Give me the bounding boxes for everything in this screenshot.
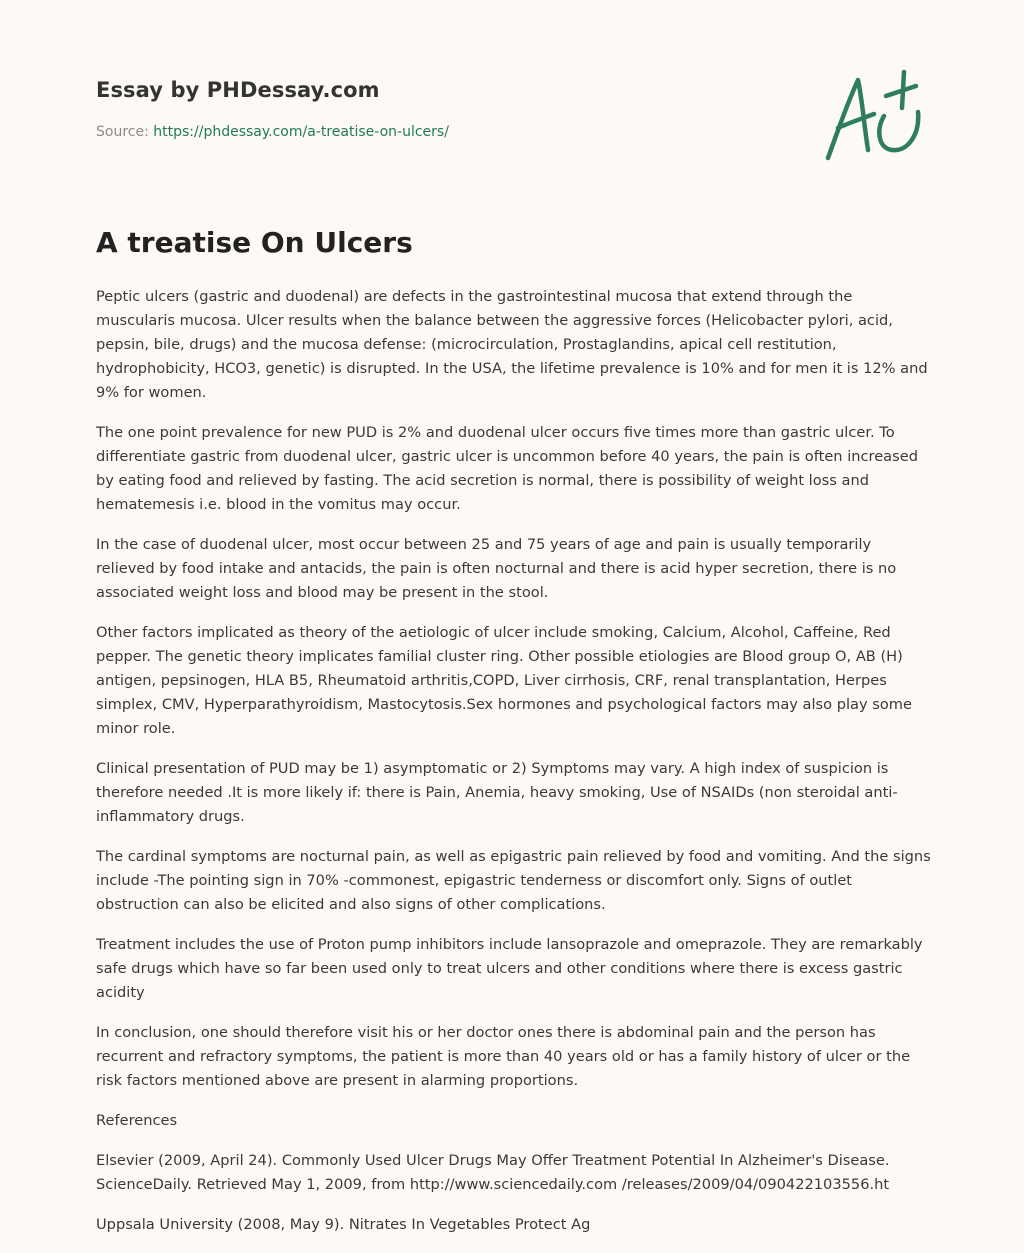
essay-paragraph: The one point prevalence for new PUD is 2% and duodenal ulcer occurs five times more than gastric ulcer. To differentiate gastric from duodenal ulcer, gastric ulcer is uncommon before 40 years, the pain is often increased by eating food and relieved by fasting. The acid secretion is normal, there is possibility of weight loss and hematemesis i.e. blood in the vomitus may occur. (96, 424, 918, 513)
essay-paragraph: In the case of duodenal ulcer, most occur between 25 and 75 years of age and pain is usually temporarily relieved by food intake and antacids, the pain is often nocturnal and there is acid hyper secretion, there is no associated weight loss and blood may be present in the stool. (96, 536, 897, 601)
essay-paragraph: Other factors implicated as theory of the aetiologic of ulcer include smoking, Calcium, Alcohol, Caffeine, Red pepper. The genetic theory implicates familial cluster ring. Other possible etiologies are Blood group O, AB (H) antigen, pepsinogen, HLA B5, Rheumatoid arthritis,COPD, Liver cirrhosis, CRF, renal transplantation, Herpes simplex, CMV, Hyperparathyroidism, Mastocytosis.Sex hormones and psychological factors may also play some minor role. (96, 624, 912, 737)
a-plus-logo-icon (824, 68, 928, 164)
essay-paragraph: Treatment includes the use of Proton pump inhibitors include lansoprazole and omeprazole. They are remarkably safe drugs which have so far been used only to treat ulcers and other conditions where there is excess gastric acidity (96, 936, 923, 1001)
essay-title: A treatise On Ulcers (96, 226, 413, 259)
references-heading: References (96, 1112, 178, 1129)
essay-body (96, 285, 932, 1253)
reference-item: Uppsala University (2008, May 9). Nitrates In Vegetables Protect Ag (96, 1216, 591, 1233)
essay-paragraph: Clinical presentation of PUD may be 1) asymptomatic or 2) Symptoms may vary. A high index of suspicion is therefore needed .It is more likely if: there is Pain, Anemia, heavy smoking, Use of NSAIDs (non steroidal anti-inflammatory drugs. (96, 760, 898, 825)
source-line (96, 124, 449, 140)
essay-paragraph: The cardinal symptoms are nocturnal pain, as well as epigastric pain relieved by food and vomiting. And the signs include -The pointing sign in 70% -commonest, epigastric tenderness or discomfort only. Signs of outlet obstruction can also be elicited and also signs of other complications. (96, 848, 931, 913)
site-brand: Essay by PHDessay.com (96, 78, 380, 102)
essay-paragraph: In conclusion, one should therefore visit his or her doctor ones there is abdominal pain and the person has recurrent and refractory symptoms, the patient is more than 40 years old or has a family history of ulcer or the risk factors mentioned above are present in alarming proportions. (96, 1024, 911, 1089)
essay-paragraph: Peptic ulcers (gastric and duodenal) are defects in the gastrointestinal mucosa that extend through the muscularis mucosa. Ulcer results when the balance between the aggressive forces (Helicobacter pylori, acid, pepsin, bile, drugs) and the mucosa defense: (microcirculation, Prostaglandins, apical cell restitution, hydrophobicity, HCO3, genetic) is disrupted. In the USA, the lifetime prevalence is 10% and for men it is 12% and 9% for women. (96, 288, 928, 401)
reference-item: Elsevier (2009, April 24). Commonly Used Ulcer Drugs May Offer Treatment Potential In Alzheimer's Disease. ScienceDaily. Retrieved May 1, 2009, from http://www.sciencedaily.com /releases/2009/04/090422103556.ht (96, 1152, 890, 1193)
source-link[interactable]: https://phdessay.com/a-treatise-on-ulcers/ (153, 124, 449, 140)
source-label: Source: (96, 124, 149, 140)
